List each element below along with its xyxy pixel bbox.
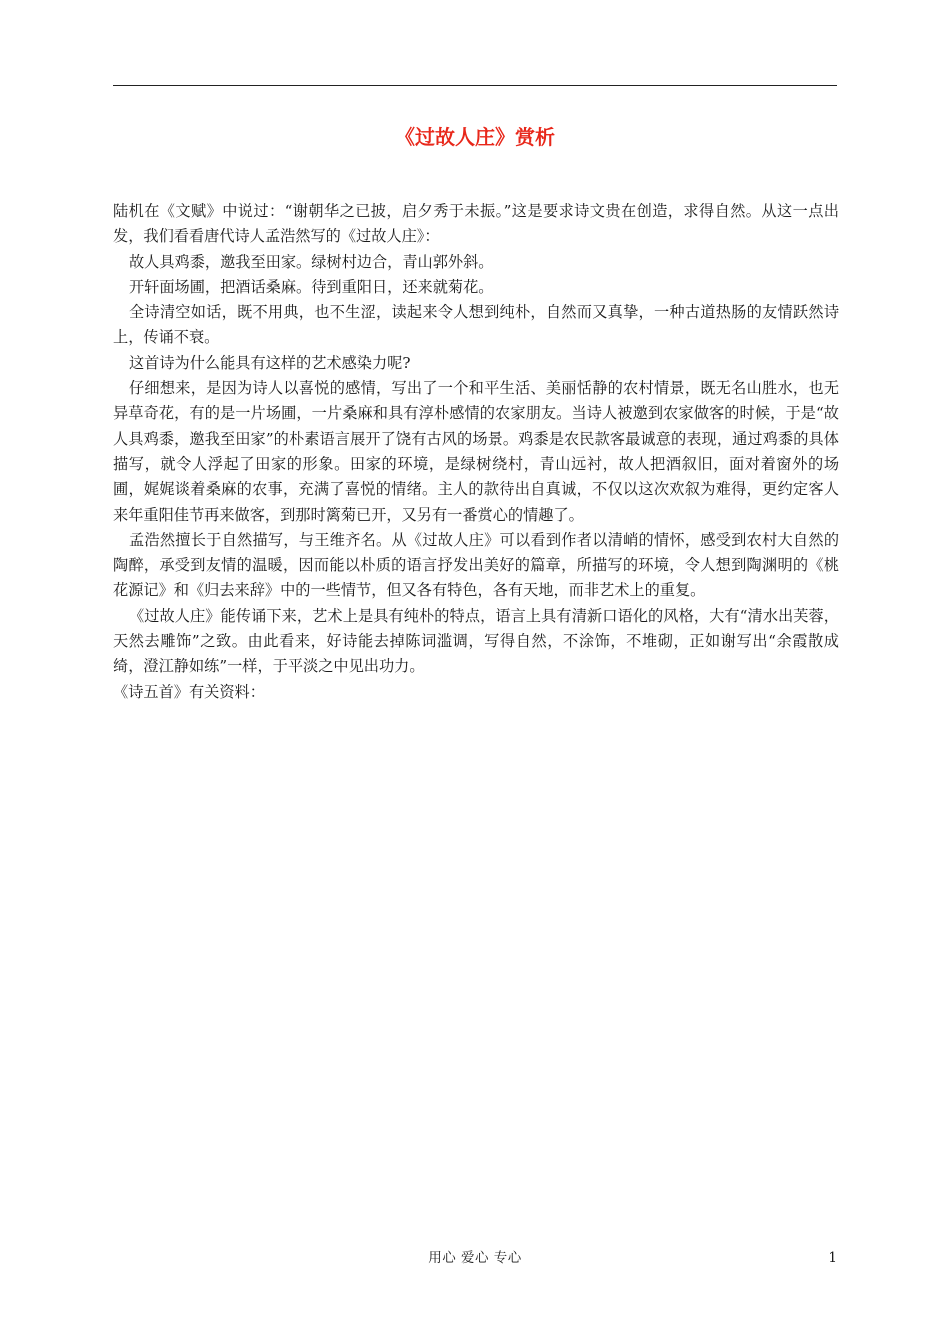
poem-line-1: 故人具鸡黍，邀我至田家。绿树村边合，青山郭外斜。 <box>128 252 494 271</box>
paragraph-references: 《诗五首》有关资料： <box>113 682 265 701</box>
document-body <box>113 199 839 705</box>
paragraph-question: 这首诗为什么能具有这样的艺术感染力呢? <box>128 353 411 372</box>
page-number: 1 <box>828 1250 837 1266</box>
poem-line-2: 开轩面场圃，把酒话桑麻。待到重阳日，还来就菊花。 <box>128 277 494 296</box>
paragraph-analysis: 仔细想来，是因为诗人以喜悦的感情，写出了一个和平生活、美丽恬静的农村情景，既无名山胜水，也无异草奇花，有的是一片场圃，一片桑麻和具有淳朴感情的农家朋友。当诗人被邀到农家做客的时候，于是“故人具鸡黍，邀我至田家”的朴素语言展开了饶有古风的场景。鸡黍是农民款客最诚意的表现，通过鸡黍的具体描写，就令人浮起了田家的形象。田家的环境，是绿树绕村，青山远衬，故人把酒叙旧，面对着窗外的场圃，娓娓谈着桑麻的农事，充满了喜悦的情绪。主人的款待出自真诚，不仅以这次欢叙为难得，更约定客人来年重阳佳节再来做客，到那时篱菊已开，又另有一番赏心的情趣了。 <box>113 379 839 524</box>
paragraph-conclusion: 《过故人庄》能传诵下来，艺术上是具有纯朴的特点，语言上具有清新口语化的风格，大有“清水出芙蓉，天然去雕饰”之致。由此看来，好诗能去掉陈词滥调，写得自然，不涂饰，不堆砌，正如谢写出“余霞散成绮，澄江静如练”一样，于平淡之中见出功力。 <box>113 606 839 676</box>
paragraph-author: 孟浩然擅长于自然描写，与王维齐名。从《过故人庄》可以看到作者以清峭的情怀，感受到农村大自然的陶醉，承受到友情的温暖，因而能以朴质的语言抒发出美好的篇章，所描写的环境，令人想到陶渊明的《桃花源记》和《归去来辞》中的一些情节，但又各有特色，各有天地，而非艺术上的重复。 <box>113 530 839 600</box>
paragraph-overview: 全诗清空如话，既不用典，也不生涩，读起来令人想到纯朴，自然而又真挚，一种古道热肠的友情跃然诗上，传诵不衰。 <box>113 303 839 347</box>
document-title: 《过故人庄》赏析 <box>395 125 555 149</box>
header-rule <box>113 85 837 86</box>
footer-motto: 用心 爱心 专心 <box>428 1250 522 1266</box>
paragraph-intro: 陆机在《文赋》中说过：“谢朝华之已披，启夕秀于未振。”这是要求诗文贵在创造，求得自然。从这一点出发，我们看看唐代诗人孟浩然写的《过故人庄》： <box>113 202 839 246</box>
